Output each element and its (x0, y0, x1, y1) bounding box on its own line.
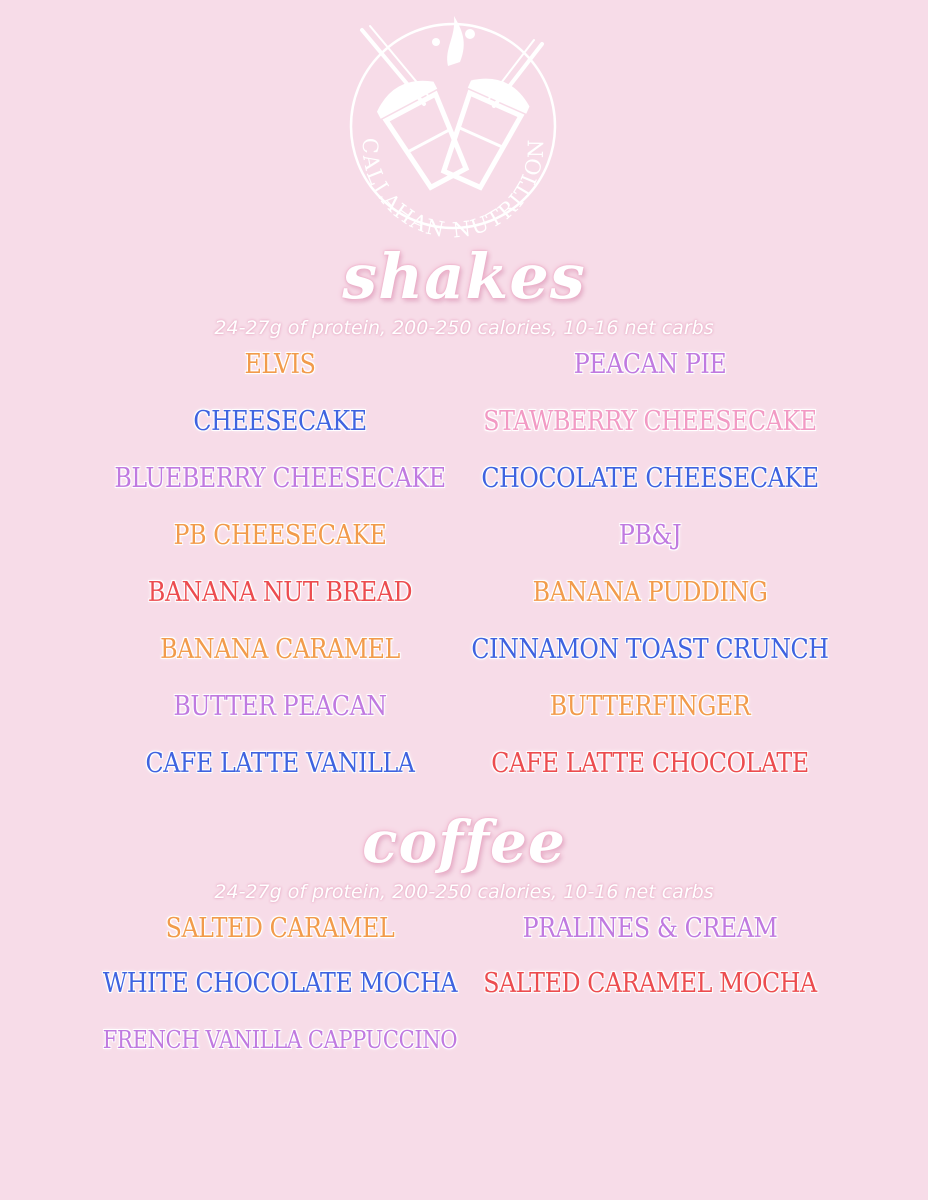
shake-item-cinnamon-toast-crunch: CINNAMON TOAST CRUNCH (471, 634, 829, 665)
coffee-item-salted-caramel: SALTED CARAMEL (165, 913, 395, 944)
shake-item-butterfinger: BUTTERFINGER (549, 691, 751, 722)
coffee-item-pralines-cream: PRALINES & CREAM (522, 913, 778, 944)
shake-item-elvis: ELVIS (244, 349, 316, 380)
logo-text: CALLAHAN NUTRITION (357, 137, 549, 242)
shake-item-cafe-latte-chocolate: CAFE LATTE CHOCOLATE (491, 748, 809, 779)
shake-item-banana-pudding: BANANA PUDDING (532, 577, 768, 608)
coffee-item-white-chocolate-mocha: WHITE CHOCOLATE MOCHA (102, 968, 458, 999)
coffee-subtitle: 24-27g of protein, 200-250 calories, 10-16 net carbs (214, 881, 714, 903)
shake-item-banana-nut-bread: BANANA NUT BREAD (147, 577, 413, 608)
shake-item-chocolate-cheesecake: CHOCOLATE CHEESECAKE (481, 463, 819, 494)
shakes-subtitle: 24-27g of protein, 200-250 calories, 10-16 net carbs (214, 317, 714, 339)
svg-text:CALLAHAN NUTRITION (358, 138, 548, 242)
coffee-item-salted-caramel-mocha: SALTED CARAMEL MOCHA (483, 968, 817, 999)
shake-item-butter-peacan: BUTTER PEACAN (173, 691, 387, 722)
shake-item-stawberry-cheesecake: STAWBERRY CHEESECAKE (483, 406, 817, 437)
shake-item-cafe-latte-vanilla: CAFE LATTE VANILLA (145, 748, 415, 779)
shake-item-pb-cheesecake: PB CHEESECAKE (173, 520, 387, 551)
coffee-heading: coffee (362, 808, 566, 876)
shake-item-pbj: PB&J (618, 520, 682, 551)
shake-item-banana-caramel: BANANA CARAMEL (160, 634, 400, 665)
shake-cups-logo-icon (344, 12, 562, 242)
shake-item-peacan-pie: PEACAN PIE (573, 349, 727, 380)
shakes-heading: shakes (342, 240, 586, 313)
shake-item-blueberry-cheesecake: BLUEBERRY CHEESECAKE (114, 463, 446, 494)
coffee-item-french-vanilla-cappuccino: FRENCH VANILLA CAPPUCCINO (102, 1026, 458, 1054)
shake-item-cheesecake: CHEESECAKE (193, 406, 367, 437)
